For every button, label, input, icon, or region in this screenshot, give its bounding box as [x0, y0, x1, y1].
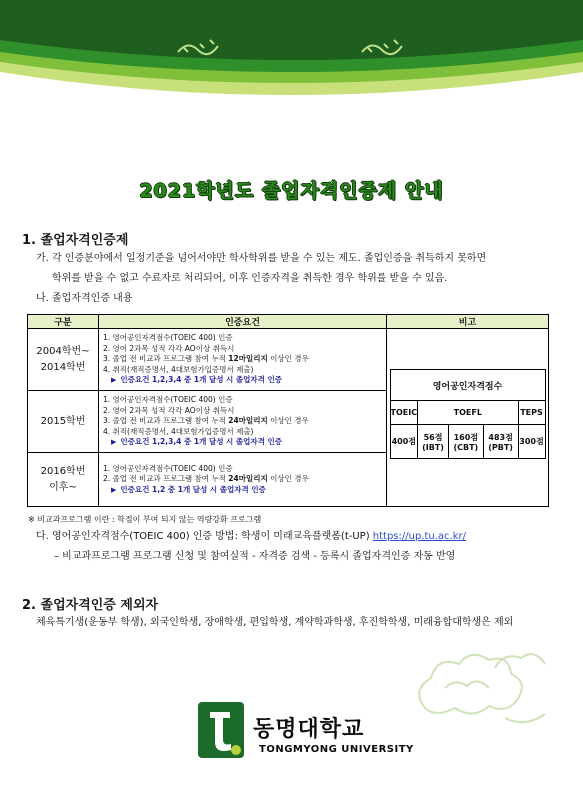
remarks-cell [387, 329, 549, 507]
group-label: 2004학번~ [36, 345, 90, 357]
triangle-bullet-icon: ▶ [111, 438, 117, 447]
group-label: 이후~ [49, 481, 77, 493]
cloud-ornament-icon [405, 628, 565, 738]
requirement-item: 1. 영어공인자격점수(TOEIC 400) 인증 [103, 463, 233, 473]
col-header-remarks: 비고 [387, 315, 549, 329]
note-text: 인증요건 1,2,3,4 중 1개 달성 시 졸업자격 인증 [120, 437, 282, 447]
score-value: 56점 [423, 432, 443, 442]
note-text: 인증요건 1,2,3,4 중 1개 달성 시 졸업자격 인증 [120, 375, 282, 385]
score-type: (IBT) [422, 442, 444, 452]
para-c-text: 다. 영어공인자격점수(TOEIC 400) 인증 방법: 학생이 미래교육플랫폼(t-UP) [36, 531, 373, 542]
note-text: 인증요건 1,2 중 1개 달성 시 졸업자격 인증 [120, 484, 266, 494]
toefl-cbt [448, 425, 483, 459]
requirement-item: 4. 취직(재직증명서, 4대보험가입증명서 제출) [103, 364, 254, 374]
university-name: 동명대학교 [253, 717, 365, 742]
university-logo-icon [196, 700, 248, 760]
requirement-text: 이상인 경우 [267, 416, 309, 426]
para-c [36, 530, 466, 544]
score-table-title: 영어공인자격점수 [390, 370, 545, 401]
group-cell [28, 391, 99, 453]
university-name-english: TONGMYONG UNIVERSITY [259, 744, 414, 755]
col-toefl: TOEFL [418, 401, 518, 425]
para-c2: – 비교과프로그램 프로그램 신청 및 참여실적 - 자격증 검색 - 등록시 졸업자격인증 자동 반영 [54, 551, 456, 562]
mileage-value: 12마일리지 [228, 354, 268, 364]
triangle-bullet-icon: ▶ [111, 376, 117, 385]
section2-heading: 2. 졸업자격인증 제외자 [22, 598, 159, 613]
requirement-item [103, 416, 386, 427]
requirement-text: 이상인 경우 [267, 354, 309, 364]
table-header-row [28, 315, 549, 329]
group-label: 2015학번 [40, 415, 86, 427]
requirement-item [103, 474, 386, 485]
para-b: 나. 졸업자격인증 내용 [36, 293, 133, 304]
requirement-item: 2. 영어 2과목 성적 각각 AO이상 취득시 [103, 405, 235, 415]
toeic-score: 400점 [390, 425, 418, 459]
score-type: (CBT) [453, 442, 479, 452]
requirement-note [103, 485, 386, 496]
teps-score: 300점 [518, 425, 545, 459]
header-banner [0, 0, 583, 110]
requirement-text: 3. 졸업 전 비교과 프로그램 참여 누적 [103, 354, 229, 364]
requirement-item: 2. 영어 2과목 성적 각각 AO이상 취득시 [103, 343, 235, 353]
col-header-group: 구분 [28, 315, 99, 329]
group-label: 2014학번 [40, 361, 86, 373]
triangle-bullet-icon: ▶ [111, 485, 117, 494]
requirement-item: 4. 취직(재직증명서, 4대보험가입증명서 제출) [103, 426, 254, 436]
section1-heading: 1. 졸업자격인증제 [22, 233, 129, 248]
requirement-text: 3. 졸업 전 비교과 프로그램 참여 누적 [103, 416, 229, 426]
mileage-value: 24마일리지 [228, 416, 268, 426]
requirement-item: 1. 영어공인자격점수(TOEIC 400) 인증 [103, 395, 233, 405]
certification-table [27, 314, 549, 507]
footnote: ※ 비교과프로그램 이란 : 학점이 부여 되지 않는 역량강화 프로그램 [28, 515, 262, 524]
table-row [28, 329, 549, 391]
requirement-item: 1. 영어공인자격점수(TOEIC 400) 인증 [103, 333, 233, 343]
col-header-requirements: 인증요건 [99, 315, 387, 329]
english-score-table [390, 369, 546, 459]
col-toeic: TOEIC [390, 401, 418, 425]
requirement-item [103, 354, 386, 365]
para-a-line1: 가. 각 인증분야에서 일정기준을 넘어서야만 학사학위를 받을 수 있는 제도. 졸업인증을 취득하지 못하면 [36, 253, 487, 264]
requirement-text: 이상인 경우 [267, 474, 309, 484]
requirements-cell [99, 391, 387, 453]
group-cell [28, 453, 99, 507]
toefl-pbt [483, 425, 518, 459]
para-a-line2: 학위를 받을 수 없고 수료자로 처리되어, 이후 인증자격을 취득한 경우 학위를 받을 수 있음. [52, 273, 448, 284]
group-cell [28, 329, 99, 391]
tup-link[interactable]: https://up.tu.ac.kr/ [372, 531, 467, 542]
mileage-value: 24마일리지 [228, 474, 268, 484]
score-value: 160점 [453, 432, 479, 442]
requirement-text: 2. 졸업 전 비교과 프로그램 참여 누적 [103, 474, 229, 484]
requirements-cell [99, 453, 387, 507]
page-title: 2021학년도 졸업자격인증제 안내 [139, 180, 444, 202]
group-label: 2016학번 [40, 465, 86, 477]
requirements-cell [99, 329, 387, 391]
section2-text: 체육특기생(운동부 학생), 외국인학생, 장애학생, 편입학생, 계약학과학생, 후진학학생, 미래융합대학생은 제외 [36, 617, 514, 628]
requirement-note [103, 437, 386, 448]
toefl-ibt [418, 425, 449, 459]
col-teps: TEPS [518, 401, 545, 425]
score-type: (PBT) [488, 442, 513, 452]
score-value: 483점 [488, 432, 513, 442]
requirement-note [103, 375, 386, 386]
